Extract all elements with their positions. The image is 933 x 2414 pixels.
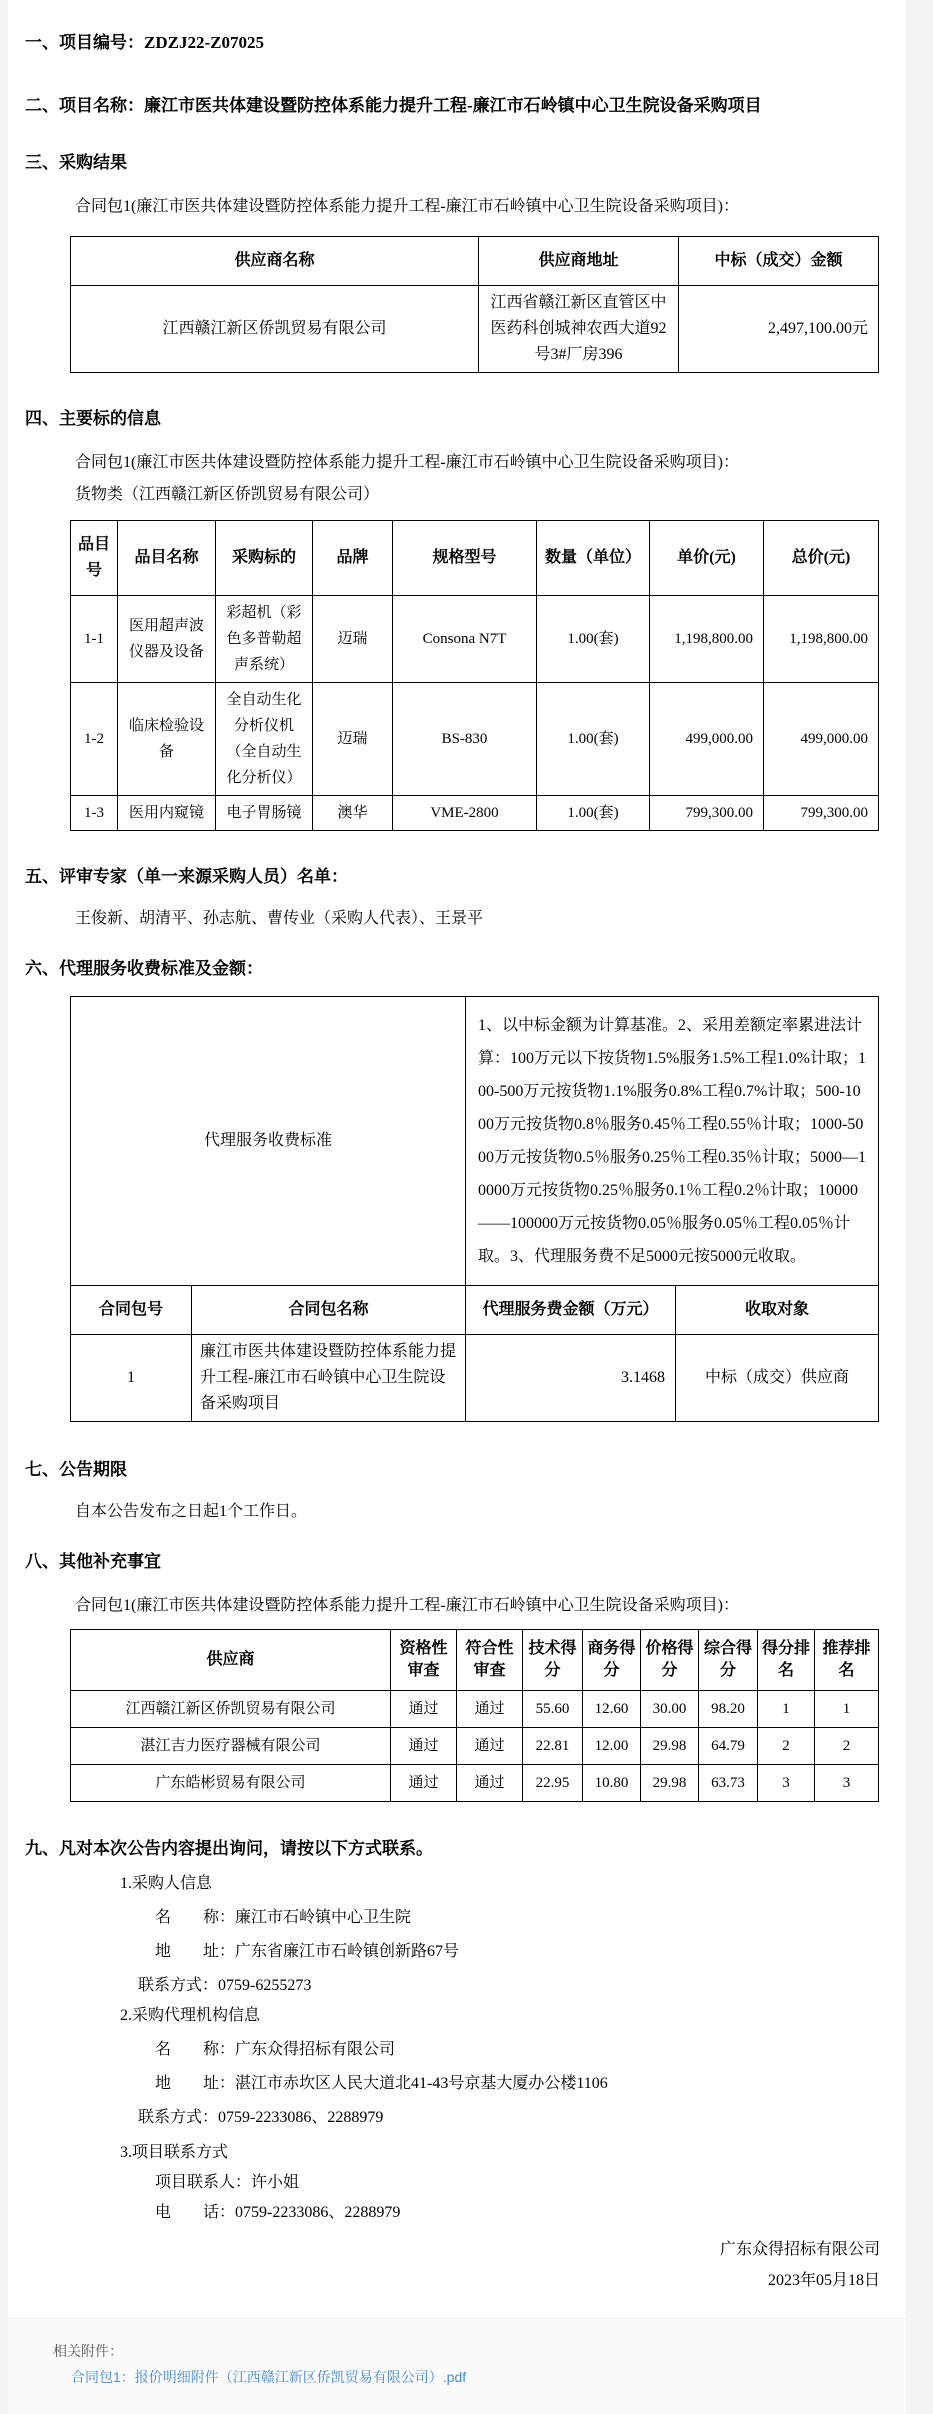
score-rank-cell: 2 xyxy=(758,1728,815,1765)
brand-cell: 迈瑞 xyxy=(313,683,393,796)
attachment-pdf-link[interactable]: 合同包1：报价明细附件（江西赣江新区侨凯贸易有限公司）.pdf xyxy=(71,2369,467,2385)
project-name-line xyxy=(25,93,880,119)
buyer-contact-line xyxy=(138,1975,880,1997)
section-agency-fee-title: 六、代理服务收费标准及金额： xyxy=(25,959,263,978)
column-header-commercial-score: 商务得分 xyxy=(583,1630,641,1691)
table-header-row xyxy=(71,521,879,596)
section-supplementary-title: 八、其他补充事宜 xyxy=(25,1552,161,1571)
evaluation-score-table xyxy=(70,1629,879,1802)
subject-category-line: 货物类（江西赣江新区侨凯贸易有限公司） xyxy=(75,486,380,503)
table-row xyxy=(71,1691,879,1728)
recommend-rank-cell: 3 xyxy=(815,1765,879,1802)
supplier-cell: 江西赣江新区侨凯贸易有限公司 xyxy=(71,1691,391,1728)
field-label: 联系方式： xyxy=(138,2109,219,2126)
project-number-line xyxy=(25,30,880,56)
field-value: 0759-6255273 xyxy=(218,1977,312,1994)
project-number-value: ZDZJ22-Z07025 xyxy=(144,33,264,52)
field-value: 0759-2233086、2288979 xyxy=(235,2204,401,2221)
commercial-score-cell: 10.80 xyxy=(583,1765,641,1802)
announcement-period-text: 自本公告发布之日起1个工作日。 xyxy=(75,1503,308,1520)
supplier-cell: 湛江吉力医疗器械有限公司 xyxy=(71,1728,391,1765)
overall-score-cell: 63.73 xyxy=(699,1765,758,1802)
item-no-cell: 1-1 xyxy=(71,596,118,683)
supplier-name-cell: 江西赣江新区侨凯贸易有限公司 xyxy=(71,286,479,373)
column-header-package-name: 合同包名称 xyxy=(192,1286,466,1335)
price-score-cell: 29.98 xyxy=(641,1728,699,1765)
subject-cell: 全自动生化分析仪机（全自动生化分析仪） xyxy=(216,683,313,796)
experts-list: 王俊新、胡清平、孙志航、曹传业（采购人代表）、王景平 xyxy=(75,910,484,927)
column-header-award-amount: 中标（成交）金额 xyxy=(679,237,879,286)
brand-cell: 澳华 xyxy=(313,796,393,831)
field-label: 联系方式： xyxy=(138,1977,219,1994)
item-name-cell: 临床检验设备 xyxy=(118,683,216,796)
quantity-cell: 1.00(套) xyxy=(537,796,650,831)
score-rank-cell: 1 xyxy=(758,1691,815,1728)
table-row xyxy=(71,1765,879,1802)
model-cell: BS-830 xyxy=(393,683,537,796)
buyer-address-line xyxy=(155,1941,880,1963)
column-header-overall-score: 综合得分 xyxy=(699,1630,758,1691)
related-attachments-label: 相关附件： xyxy=(53,2343,123,2359)
table-row xyxy=(71,286,879,373)
table-row xyxy=(71,1728,879,1765)
column-header-qualification-review: 资格性审查 xyxy=(391,1630,457,1691)
technical-score-cell: 22.95 xyxy=(523,1765,583,1802)
overall-score-cell: 98.20 xyxy=(699,1691,758,1728)
supplementary-package-line: 合同包1(廉江市医共体建设暨防控体系能力提升工程-廉江市石岭镇中心卫生院设备采购项目)： xyxy=(75,1597,739,1614)
column-header-unit-price: 单价(元) xyxy=(650,521,764,596)
score-rank-cell: 3 xyxy=(758,1765,815,1802)
column-header-score-rank: 得分排名 xyxy=(758,1630,815,1691)
item-name-cell: 医用内窥镜 xyxy=(118,796,216,831)
procurement-result-table xyxy=(70,236,879,373)
project-number-label: 一、项目编号： xyxy=(25,33,144,52)
fee-standard-label-cell: 代理服务收费标准 xyxy=(71,997,466,1286)
agency-contact-line xyxy=(138,2107,880,2129)
column-header-recommend-rank: 推荐排名 xyxy=(815,1630,879,1691)
section-announcement-period-title: 七、公告期限 xyxy=(25,1460,127,1479)
price-score-cell: 30.00 xyxy=(641,1691,699,1728)
column-header-item-name: 品目名称 xyxy=(118,521,216,596)
model-cell: Consona N7T xyxy=(393,596,537,683)
column-header-quantity: 数量（单位） xyxy=(537,521,650,596)
field-value: 0759-2233086、2288979 xyxy=(218,2109,384,2126)
item-no-cell: 1-3 xyxy=(71,796,118,831)
agency-info-heading: 2.采购代理机构信息 xyxy=(120,2007,261,2024)
field-label: 名 称： xyxy=(155,2041,236,2058)
section-contact-title: 九、凡对本次公告内容提出询问，请按以下方式联系。 xyxy=(25,1839,433,1858)
announcement-document xyxy=(8,0,906,2385)
field-value: 廉江市石岭镇中心卫生院 xyxy=(235,1909,412,1926)
brand-cell: 迈瑞 xyxy=(313,596,393,683)
agency-fee-table xyxy=(70,996,879,1422)
field-value: 广东众得招标有限公司 xyxy=(235,2041,396,2058)
subject-cell: 电子胃肠镜 xyxy=(216,796,313,831)
column-header-package-no: 合同包号 xyxy=(71,1286,192,1335)
quantity-cell: 1.00(套) xyxy=(537,683,650,796)
field-label: 项目联系人： xyxy=(155,2174,252,2191)
field-label: 名 称： xyxy=(155,1909,236,1926)
signature-company: 广东众得招标有限公司 xyxy=(719,2241,880,2258)
total-price-cell: 799,300.00 xyxy=(764,796,879,831)
column-header-item-no: 品目号 xyxy=(71,521,118,596)
overall-score-cell: 64.79 xyxy=(699,1728,758,1765)
project-name-value: 廉江市医共体建设暨防控体系能力提升工程-廉江市石岭镇中心卫生院设备采购项目 xyxy=(144,96,762,115)
section-experts-title: 五、评审专家（单一来源采购人员）名单： xyxy=(25,867,348,886)
agency-address-line xyxy=(155,2073,880,2095)
total-price-cell: 499,000.00 xyxy=(764,683,879,796)
unit-price-cell: 499,000.00 xyxy=(650,683,764,796)
section-procurement-result-title: 三、采购结果 xyxy=(25,153,127,172)
package-no-cell: 1 xyxy=(71,1335,192,1422)
buyer-info-heading: 1.采购人信息 xyxy=(120,1875,213,1892)
field-label: 地 址： xyxy=(155,2075,236,2092)
field-value: 许小姐 xyxy=(251,2174,300,2191)
supplier-address-cell: 江西省赣江新区直管区中医药科创城神农西大道92号3#厂房396 xyxy=(479,286,679,373)
column-header-total-price: 总价(元) xyxy=(764,521,879,596)
table-row xyxy=(71,796,879,831)
field-value: 湛江市赤坎区人民大道北41-43号京基大厦办公楼1106 xyxy=(235,2075,608,2092)
project-name-label: 二、项目名称： xyxy=(25,96,144,115)
commercial-score-cell: 12.60 xyxy=(583,1691,641,1728)
table-header-row xyxy=(71,237,879,286)
fee-standard-text-cell: 1、以中标金额为计算基准。2、采用差额定率累进法计算：100万元以下按货物1.5%服务1.5%工程1.0%计取；100-500万元按货物1.1%服务0.8%工程0.7%计取；500-1000万元按货物0.8％服务0.45％工程0.55％计取；1000-5000万元按货物0.5％服务0.25％工程0.35％计取；5000—10000万元按货物0.25％服务0.1％工程0.2％计取；10000——100000万元按货物0.05％服务0.05％工程0.05％计取。3、代理服务费不足5000元按5000元收取。 xyxy=(466,997,879,1286)
items-table xyxy=(70,520,879,831)
qualification-cell: 通过 xyxy=(391,1691,457,1728)
field-value: 广东省廉江市石岭镇创新路67号 xyxy=(235,1943,460,1960)
fee-payer-cell: 中标（成交）供应商 xyxy=(676,1335,879,1422)
quantity-cell: 1.00(套) xyxy=(537,596,650,683)
item-name-cell: 医用超声波仪器及设备 xyxy=(118,596,216,683)
technical-score-cell: 22.81 xyxy=(523,1728,583,1765)
subject-package-line: 合同包1(廉江市医共体建设暨防控体系能力提升工程-廉江市石岭镇中心卫生院设备采购项目)： xyxy=(75,454,739,471)
project-contact-person-line xyxy=(155,2172,880,2194)
recommend-rank-cell: 2 xyxy=(815,1728,879,1765)
unit-price-cell: 799,300.00 xyxy=(650,796,764,831)
conformity-cell: 通过 xyxy=(457,1728,523,1765)
section-main-subject-title: 四、主要标的信息 xyxy=(25,409,161,428)
supplier-cell: 广东皓彬贸易有限公司 xyxy=(71,1765,391,1802)
field-label: 地 址： xyxy=(155,1943,236,1960)
project-phone-line xyxy=(155,2202,880,2224)
table-header-row xyxy=(71,1286,879,1335)
table-row xyxy=(71,1335,879,1422)
commercial-score-cell: 12.00 xyxy=(583,1728,641,1765)
subject-cell: 彩超机（彩色多普勒超声系统） xyxy=(216,596,313,683)
award-amount-cell: 2,497,100.00元 xyxy=(679,286,879,373)
column-header-subject: 采购标的 xyxy=(216,521,313,596)
technical-score-cell: 55.60 xyxy=(523,1691,583,1728)
signature-date: 2023年05月18日 xyxy=(767,2272,880,2289)
column-header-fee-payer: 收取对象 xyxy=(676,1286,879,1335)
buyer-name-line xyxy=(155,1907,880,1929)
price-score-cell: 29.98 xyxy=(641,1765,699,1802)
fee-amount-cell: 3.1468 xyxy=(466,1335,676,1422)
table-row xyxy=(71,683,879,796)
column-header-supplier: 供应商 xyxy=(71,1630,391,1691)
fee-standard-row xyxy=(71,997,879,1286)
table-row xyxy=(71,596,879,683)
column-header-supplier-name: 供应商名称 xyxy=(71,237,479,286)
item-no-cell: 1-2 xyxy=(71,683,118,796)
column-header-technical-score: 技术得分 xyxy=(523,1630,583,1691)
package-name-cell: 廉江市医共体建设暨防控体系能力提升工程-廉江市石岭镇中心卫生院设备采购项目 xyxy=(192,1335,466,1422)
qualification-cell: 通过 xyxy=(391,1728,457,1765)
qualification-cell: 通过 xyxy=(391,1765,457,1802)
result-package-line: 合同包1(廉江市医共体建设暨防控体系能力提升工程-廉江市石岭镇中心卫生院设备采购项目)： xyxy=(75,198,739,215)
model-cell: VME-2800 xyxy=(393,796,537,831)
conformity-cell: 通过 xyxy=(457,1691,523,1728)
column-header-model: 规格型号 xyxy=(393,521,537,596)
recommend-rank-cell: 1 xyxy=(815,1691,879,1728)
related-attachments-footer xyxy=(8,2318,906,2414)
agency-name-line xyxy=(155,2039,880,2061)
column-header-supplier-address: 供应商地址 xyxy=(479,237,679,286)
field-label: 电 话： xyxy=(155,2204,236,2221)
unit-price-cell: 1,198,800.00 xyxy=(650,596,764,683)
table-header-row xyxy=(71,1630,879,1691)
column-header-price-score: 价格得分 xyxy=(641,1630,699,1691)
column-header-brand: 品牌 xyxy=(313,521,393,596)
project-contact-heading: 3.项目联系方式 xyxy=(120,2144,229,2161)
column-header-fee-amount: 代理服务费金额（万元） xyxy=(466,1286,676,1335)
total-price-cell: 1,198,800.00 xyxy=(764,596,879,683)
conformity-cell: 通过 xyxy=(457,1765,523,1802)
column-header-conformity-review: 符合性审查 xyxy=(457,1630,523,1691)
